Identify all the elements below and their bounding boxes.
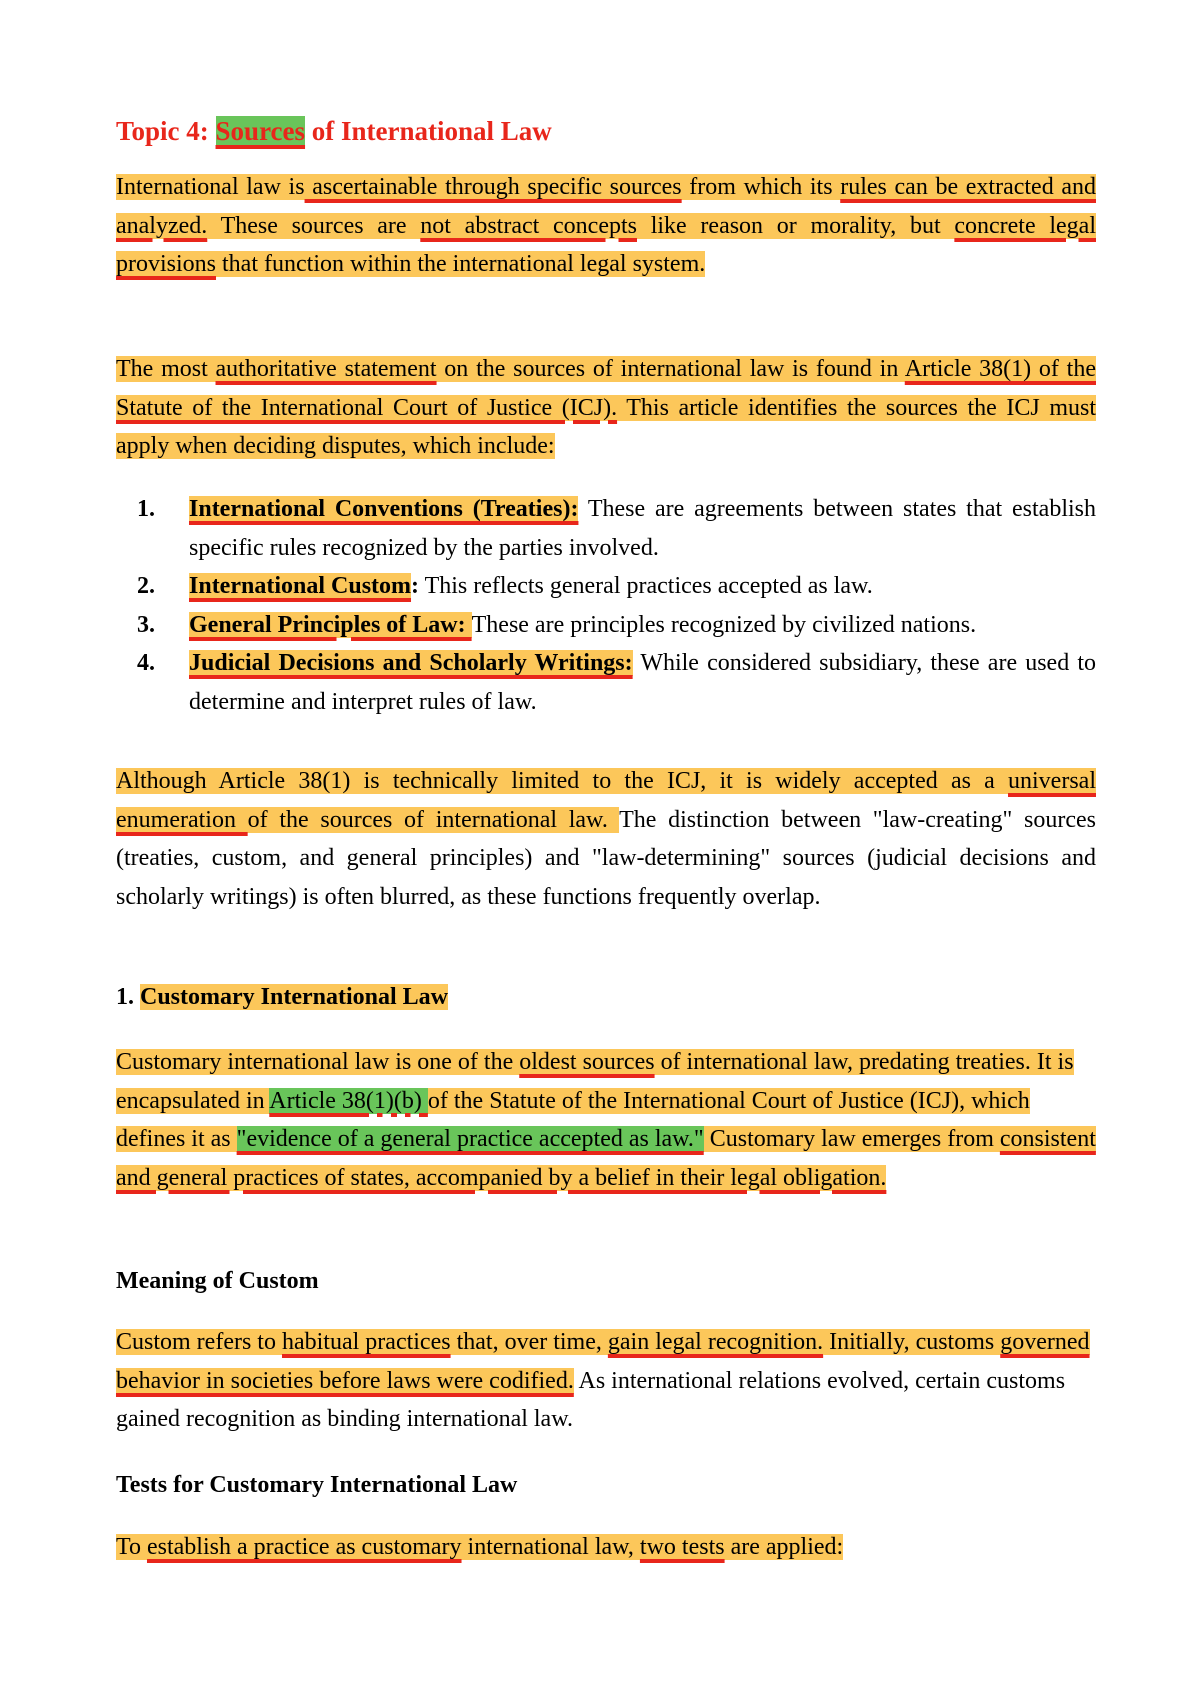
meaning-text: gain legal recognition. — [607, 1329, 824, 1355]
customary-text: Customary law emerges from — [703, 1126, 1000, 1152]
customary-text: of international law, predating treaties. It is encapsulated in — [116, 1049, 1074, 1114]
customary-text: of the Statute of the International Court of Justice (ICJ), which defines it as — [116, 1087, 1030, 1152]
meaning-text: As international relations evolved, certain customs gained recognition as binding international law. — [116, 1367, 1066, 1432]
list-text: These are principles recognized by civilized nations. — [471, 611, 977, 638]
although-text: universal enumeration — [116, 768, 1096, 833]
although-paragraph — [116, 762, 1096, 916]
list-label: General Principles of Law: — [189, 611, 472, 638]
customary-text: Article 38(1)(b) — [269, 1087, 428, 1114]
intro-text: These sources are — [207, 212, 421, 239]
section-heading-text: Customary International Law — [140, 984, 449, 1010]
title-prefix: Topic 4: — [116, 116, 216, 146]
intro-text: ascertainable through specific sources — [304, 174, 682, 200]
although-text: Although Article 38(1) is technically limited to the ICJ, it is widely accepted as a — [116, 768, 1009, 794]
article38-paragraph — [116, 350, 1096, 466]
list-text: These are agreements between states that establish specific rules recognized by the parties involved. — [189, 496, 1096, 561]
list-item — [116, 644, 1096, 721]
article38-text: Article 38(1) of the Statute of the International Court of Justice (ICJ). — [116, 356, 1096, 421]
intro-text: that function within the international legal system. — [216, 251, 706, 277]
list-number: 1. — [137, 496, 155, 522]
intro-text: rules can be extracted and analyzed. — [116, 174, 1096, 239]
list-item — [116, 606, 1096, 645]
customary-text: "evidence of a general practice accepted as law." — [236, 1126, 704, 1152]
list-label: International Conventions (Treaties): — [189, 496, 579, 522]
customary-text: consistent and general practices of states, accompanied by a belief in their legal obligation. — [116, 1126, 1096, 1191]
tests-text: To — [116, 1534, 147, 1560]
customary-text: oldest sources — [519, 1049, 655, 1075]
section-number: 1. — [116, 984, 140, 1010]
intro-paragraph — [116, 168, 1096, 284]
intro-text: like reason or morality, but — [637, 212, 955, 239]
meaning-text: habitual practices — [281, 1329, 451, 1355]
meaning-heading: Meaning of Custom — [116, 1268, 319, 1294]
title-suffix: of International Law — [305, 116, 552, 146]
list-text: While considered subsidiary, these are used to determine and interpret rules of law. — [189, 650, 1096, 715]
tests-text: two tests — [639, 1534, 725, 1560]
page-title — [116, 112, 552, 150]
tests-text: establish a practice as customary — [146, 1534, 462, 1560]
tests-text: international law, — [461, 1534, 640, 1560]
list-number: 2. — [137, 573, 155, 599]
list-number: 4. — [137, 650, 155, 676]
list-colon: : — [411, 573, 420, 599]
tests-heading: Tests for Customary International Law — [116, 1472, 518, 1498]
tests-text: are applied: — [724, 1534, 844, 1560]
intro-text: not abstract concepts — [420, 212, 637, 239]
tests-paragraph — [116, 1528, 1096, 1567]
title-highlight: Sources — [215, 116, 306, 146]
article38-text: authoritative statement — [215, 356, 437, 382]
list-number: 3. — [137, 611, 155, 638]
customary-paragraph — [116, 1043, 1096, 1197]
meaning-text: that, over time, — [450, 1329, 608, 1355]
list-label: Judicial Decisions and Scholarly Writings: — [189, 650, 633, 676]
sources-list — [116, 490, 1096, 721]
intro-text: concrete legal provisions — [116, 212, 1096, 277]
customary-text: Customary international law is one of the — [116, 1049, 520, 1075]
meaning-text: Initially, customs — [823, 1329, 1001, 1355]
article38-text: on the sources of international law is found in — [436, 356, 905, 382]
meaning-text: governed behavior in societies before laws were codified. — [116, 1329, 1090, 1394]
although-text: of the sources of international law. — [247, 806, 620, 833]
section-heading-customary — [116, 978, 448, 1016]
article38-text: The most — [116, 356, 216, 382]
intro-text: from which its — [681, 174, 841, 200]
list-item — [116, 490, 1096, 567]
meaning-paragraph — [116, 1323, 1096, 1439]
intro-text: International law is — [116, 174, 305, 200]
list-text: This reflects general practices accepted as law. — [419, 573, 873, 599]
list-item — [116, 567, 1096, 606]
although-text: The distinction between "law-creating" sources (treaties, custom, and general principles) and "law-determining" sources (judicial decisions and scholarly writings) is often blurred, as these functions frequently overlap. — [116, 806, 1096, 910]
list-label: International Custom — [189, 573, 412, 599]
meaning-text: Custom refers to — [116, 1329, 282, 1355]
article38-text: This article identifies the sources the ICJ must apply when deciding disputes, which include: — [116, 394, 1096, 459]
